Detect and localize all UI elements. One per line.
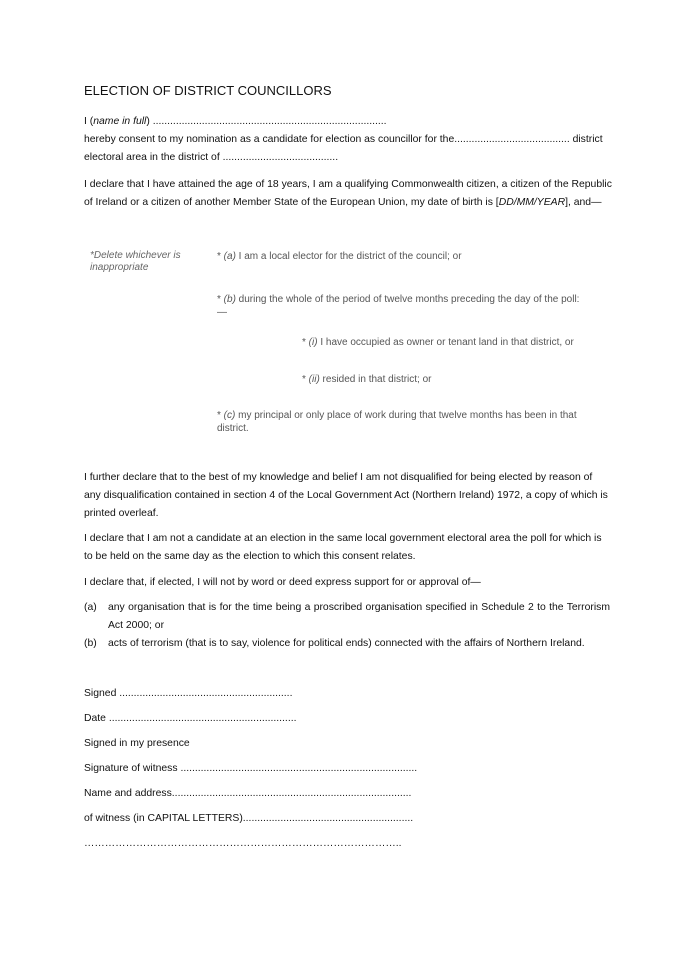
delete-instruction-note: *Delete whichever is inappropriate [90,250,181,273]
consent-line-1: hereby consent to my nomination as a candidate for election as councillor for the........................................ district [84,134,603,145]
date-field[interactable]: Date ................................................................. [84,713,297,724]
name-line: I (name in full) ................................................................................. [84,116,387,127]
signed-in-presence-label: Signed in my presence [84,738,190,749]
option-b-i: * (i) I have occupied as owner or tenant land in that district, or [302,337,574,348]
other-candidacy-declaration: I declare that I am not a candidate at an election in the same local government electoral area the poll for which is to be held on the same day as the election to which this consent relates. [84,533,602,562]
witness-name-address-field[interactable]: Name and address................................................................................... [84,788,412,799]
witness-capitals-field[interactable]: of witness (in CAPITAL LETTERS)........................................................... [84,813,414,824]
list-item-label: (b) [84,638,97,649]
form-title: ELECTION OF DISTRICT COUNCILLORS [84,83,332,98]
date-of-birth-placeholder: DD/MM/YEAR [498,197,566,208]
no-support-list [84,599,610,653]
no-support-declaration: I declare that, if elected, I will not by word or deed express support for or approval of— [84,577,481,588]
list-item [84,635,610,653]
consent-line-2: electoral area in the district of ........................................ [84,152,339,163]
list-item-label: (a) [84,602,97,613]
option-a: * (a) I am a local elector for the district of the council; or [217,251,462,262]
address-continuation-field[interactable]: ……………………………………………………………………………….. [84,838,402,849]
consent-paragraph [84,113,610,167]
option-b: * (b) during the whole of the period of twelve months preceding the day of the poll:— [217,294,580,318]
signed-field[interactable]: Signed ............................................................ [84,688,293,699]
witness-signature-field[interactable]: Signature of witness .................................................................................. [84,763,418,774]
option-b-ii: * (ii) resided in that district; or [302,374,432,385]
list-item [84,599,610,635]
option-c: * (c) my principal or only place of work during that twelve months has been in that district. [217,410,577,434]
age-citizenship-declaration: I declare that I have attained the age of 18 years, I am a qualifying Commonwealth citizen, a citizen of the Republic of Ireland or a citizen of another Member State of the European Union, my date of birth is [DD/MM/YEAR], and— [84,179,612,208]
disqualification-declaration: I further declare that to the best of my knowledge and belief I am not disqualified for being elected by reason of any disqualification contained in section 4 of the Local Government Act (Northern Ireland) 1972, a copy of which is printed overleaf. [84,472,608,519]
list-item-text: any organisation that is for the time being a proscribed organisation specified in Schedule 2 to the Terrorism Act 2000; or [108,602,610,631]
list-item-text: acts of terrorism (that is to say, violence for political ends) connected with the affairs of Northern Ireland. [108,638,585,649]
name-in-full-label: name in full [93,116,147,127]
